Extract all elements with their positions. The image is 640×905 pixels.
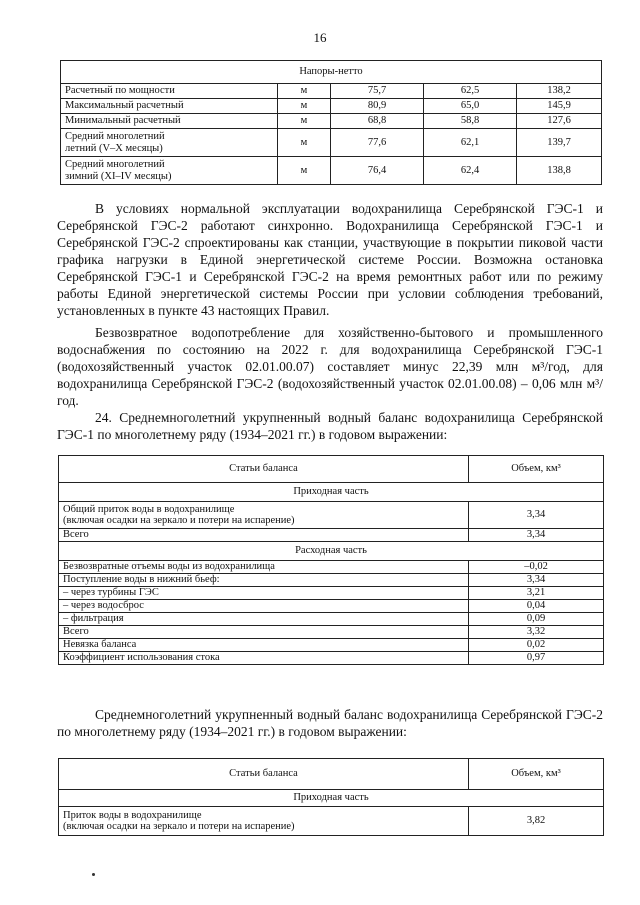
row-value: 3,32 [469, 626, 604, 639]
row-unit: м [278, 157, 331, 185]
balance-table-ges1 [58, 455, 604, 665]
table-row [59, 639, 604, 652]
row-value: 0,02 [469, 639, 604, 652]
table-row [61, 129, 602, 157]
row-label: Средний многолетний летний (V–X месяцы) [61, 129, 278, 157]
table-row [61, 99, 602, 114]
table-row [59, 613, 604, 626]
table-row [59, 807, 604, 836]
row-label: – через водосброс [59, 600, 469, 613]
row-value-2: 62,1 [424, 129, 517, 157]
row-value-1: 68,8 [331, 114, 424, 129]
row-value: 0,97 [469, 652, 604, 665]
row-value-1: 75,7 [331, 84, 424, 99]
table-row [59, 587, 604, 600]
row-value-3: 145,9 [517, 99, 602, 114]
row-value-2: 65,0 [424, 99, 517, 114]
row-label: Средний многолетний зимний (XI–IV месяцы) [61, 157, 278, 185]
heads-table [60, 60, 602, 185]
row-value: 0,04 [469, 600, 604, 613]
row-label: Невязка баланса [59, 639, 469, 652]
col-header-items: Статьи баланса [59, 456, 469, 483]
table-row [59, 561, 604, 574]
table-row [59, 502, 604, 529]
row-value-2: 58,8 [424, 114, 517, 129]
expense-section-header: Расходная часть [59, 542, 604, 561]
table-row [61, 157, 602, 185]
income-section-header: Приходная часть [59, 790, 604, 807]
paragraph-balance-ges1: 24. Среднемноголетний укрупненный водный баланс водохранилища Серебрянской ГЭС-1 по многолетнему ряду (1934–2021 гг.) в годовом выражении: [57, 410, 603, 442]
paragraph-balance-ges2: Среднемноголетний укрупненный водный баланс водохранилища Серебрянской ГЭС-2 по многолетнему ряду (1934–2021 гг.) в годовом выражении: [57, 707, 603, 739]
row-value-2: 62,5 [424, 84, 517, 99]
balance-table-ges2 [58, 758, 604, 836]
row-value: 3,34 [469, 502, 604, 529]
row-value-3: 138,2 [517, 84, 602, 99]
row-label: Расчетный по мощности [61, 84, 278, 99]
row-unit: м [278, 129, 331, 157]
table-row [59, 652, 604, 665]
row-unit: м [278, 114, 331, 129]
row-value: 0,09 [469, 613, 604, 626]
heads-table-header: Напоры-нетто [61, 61, 602, 84]
paragraph-water-consumption: Безвозвратное водопотребление для хозяйственно-бытового и промышленного водоснабжения по состоянию на 2022 г. для водохранилища Серебрянской ГЭС-1 (водохозяйственный участок 02.01.00.07) составляет минус 22,39 млн м³/год, для водохранилища Серебрянской ГЭС-2 (водохозяйственный участок 02.01.00.08) – 0,06 млн м³/год. [57, 325, 603, 408]
table-row [59, 574, 604, 587]
row-label: – через турбины ГЭС [59, 587, 469, 600]
table-row [61, 114, 602, 129]
row-unit: м [278, 84, 331, 99]
row-label: Приток воды в водохранилище (включая осадки на зеркало и потери на испарение) [59, 807, 469, 836]
row-label: Общий приток воды в водохранилище (включая осадки на зеркало и потери на испарение) [59, 502, 469, 529]
row-label: Коэффициент использования стока [59, 652, 469, 665]
row-value-1: 76,4 [331, 157, 424, 185]
row-value: 3,82 [469, 807, 604, 836]
col-header-volume: Объем, км³ [469, 759, 604, 790]
income-section-header: Приходная часть [59, 483, 604, 502]
col-header-items: Статьи баланса [59, 759, 469, 790]
row-label: Всего [59, 529, 469, 542]
row-value-1: 77,6 [331, 129, 424, 157]
row-label: – фильтрация [59, 613, 469, 626]
row-value: 3,21 [469, 587, 604, 600]
row-label: Всего [59, 626, 469, 639]
row-value: 3,34 [469, 574, 604, 587]
row-value-3: 139,7 [517, 129, 602, 157]
row-unit: м [278, 99, 331, 114]
row-value-1: 80,9 [331, 99, 424, 114]
table-row [59, 600, 604, 613]
row-label: Поступление воды в нижний бьеф: [59, 574, 469, 587]
row-value-3: 127,6 [517, 114, 602, 129]
table-row [61, 84, 602, 99]
row-value-2: 62,4 [424, 157, 517, 185]
table-row [59, 626, 604, 639]
col-header-volume: Объем, км³ [469, 456, 604, 483]
row-value: –0,02 [469, 561, 604, 574]
page-number: 16 [313, 30, 327, 45]
row-label: Максимальный расчетный [61, 99, 278, 114]
scan-speck [92, 873, 95, 876]
row-label: Минимальный расчетный [61, 114, 278, 129]
row-value: 3,34 [469, 529, 604, 542]
row-label: Безвозвратные отъемы воды из водохранилища [59, 561, 469, 574]
row-value-3: 138,8 [517, 157, 602, 185]
table-row [59, 529, 604, 542]
paragraph-operation: В условиях нормальной эксплуатации водохранилища Серебрянской ГЭС-1 и Серебрянской ГЭС-2 работают синхронно. Водохранилища Серебрянской ГЭС-1 и Серебрянской ГЭС-2 спроектированы как станции, участвующие в покрытии пиковой части графика нагрузки в Единой энергетической системе России. Возможна остановка Серебрянской ГЭС-1 и Серебрянской ГЭС-2 на время ремонтных работ или по режиму работы Единой энергетической системы России при условии соблюдения требований, установленных в пункте 43 настоящих Правил. [57, 201, 603, 318]
